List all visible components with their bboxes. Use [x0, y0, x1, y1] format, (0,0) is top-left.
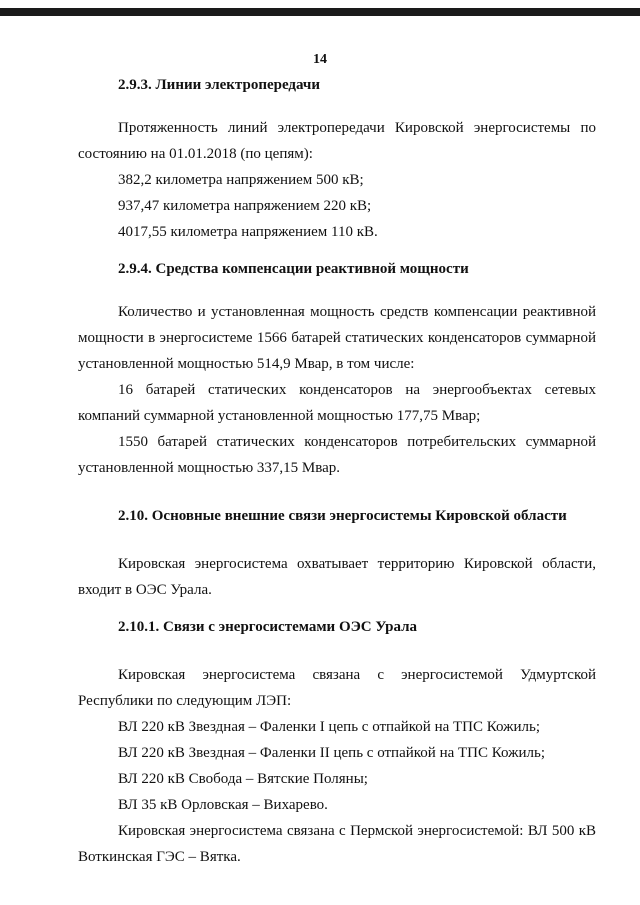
list-item: 937,47 километра напряжением 220 кВ; — [118, 198, 372, 214]
heading-2-9-4: 2.9.4. Средства компенсации реактивной мощности — [118, 261, 469, 277]
paragraph-compensation-intro: Количество и установленная мощность средств компенсации реактивной мощности в энергосистеме 1566 батарей статических конденсаторов суммарной установленной мощностью 514,9 Мвар, в том числе: — [78, 304, 596, 372]
list-item: 1550 батарей статических конденсаторов потребительских суммарной установленной мощностью 337,15 Мвар. — [78, 434, 596, 476]
top-border-rule — [0, 8, 640, 16]
heading-2-9-3: 2.9.3. Линии электропередачи — [118, 77, 321, 93]
heading-2-10-1: 2.10.1. Связи с энергосистемами ОЭС Урала — [118, 619, 418, 635]
list-item: ВЛ 220 кВ Звездная – Фаленки II цепь с отпайкой на ТПС Кожиль; — [118, 745, 546, 761]
paragraph-udmurt-intro: Кировская энергосистема связана с энергосистемой Удмуртской Республики по следующим ЛЭП: — [78, 667, 596, 709]
list-item: 382,2 километра напряжением 500 кВ; — [118, 172, 364, 188]
paragraph-region: Кировская энергосистема охватывает территорию Кировской области, входит в ОЭС Урала. — [78, 556, 596, 598]
heading-2-10: 2.10. Основные внешние связи энергосистемы Кировской области — [118, 508, 567, 524]
paragraph-perm-link: Кировская энергосистема связана с Пермской энергосистемой: ВЛ 500 кВ Воткинская ГЭС – Вятка. — [78, 823, 596, 865]
list-item: 4017,55 километра напряжением 110 кВ. — [118, 224, 378, 240]
document-body — [78, 72, 596, 870]
paragraph-lines-intro: Протяженность линий электропередачи Кировской энергосистемы по состоянию на 01.01.2018 (по цепям): — [78, 120, 596, 162]
list-item: 16 батарей статических конденсаторов на энергообъектах сетевых компаний суммарной установленной мощностью 177,75 Мвар; — [78, 382, 596, 424]
list-item: ВЛ 35 кВ Орловская – Вихарево. — [118, 797, 328, 813]
page-number: 14 — [313, 52, 327, 67]
list-item: ВЛ 220 кВ Свобода – Вятские Поляны; — [118, 771, 368, 787]
list-item: ВЛ 220 кВ Звездная – Фаленки I цепь с отпайкой на ТПС Кожиль; — [118, 719, 541, 735]
